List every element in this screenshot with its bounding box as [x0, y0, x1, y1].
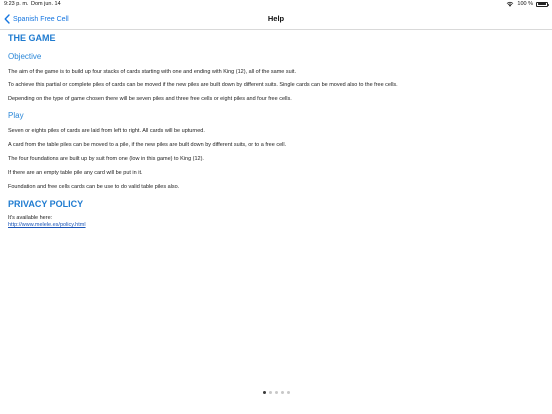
status-date: Dom jun. 14 [31, 1, 61, 7]
status-bar [0, 0, 552, 9]
game-heading: THE GAME [8, 33, 56, 43]
battery-icon [536, 2, 548, 7]
page-title: Help [267, 14, 285, 23]
privacy-policy-link[interactable]: http://www.melele.es/policy.html [8, 222, 86, 228]
play-paragraph: A card from the table piles can be moved to a pile, if the new piles are built down by different suits, or to a free cell. [8, 142, 287, 148]
privacy-heading: PRIVACY POLICY [8, 199, 84, 209]
objective-paragraph: To achieve this partial or complete piles of cards can be moved if the new piles are built down by different suits. Single cards can be moved also to the free cells. [8, 82, 398, 88]
play-paragraph: Foundation and free cells cards can be use to do valid table piles also. [8, 184, 180, 190]
objective-heading: Objective [8, 52, 42, 61]
back-button-label: Spanish Free Cell [13, 15, 69, 23]
objective-paragraph: The aim of the game is to build up four stacks of cards starting with one and ending with King (12), all of the same suit. [8, 69, 296, 75]
page-dot[interactable] [269, 391, 272, 394]
navigation-bar [0, 9, 552, 30]
play-paragraph: Seven or eights piles of cards are laid from left to right. All cards will be upturned. [8, 128, 205, 134]
page-indicator[interactable] [0, 391, 552, 394]
play-paragraph: The four foundations are built up by suit from one (low in this game) to King (12). [8, 156, 204, 162]
status-right [506, 1, 548, 7]
page-dot[interactable] [281, 391, 284, 394]
page-dot[interactable] [287, 391, 290, 394]
battery-percent: 100 % [517, 1, 533, 7]
page-dot[interactable] [263, 391, 266, 394]
page-dot[interactable] [275, 391, 278, 394]
wifi-icon [506, 1, 514, 7]
play-heading: Play [8, 111, 24, 120]
play-paragraph: If there are an empty table pile any card will be put in it. [8, 170, 143, 176]
status-time: 9:23 p. m. [4, 1, 29, 7]
privacy-text: It's available here: [8, 215, 53, 221]
objective-paragraph: Depending on the type of game chosen there will be seven piles and three free cells or eight piles and four free cells. [8, 96, 292, 102]
